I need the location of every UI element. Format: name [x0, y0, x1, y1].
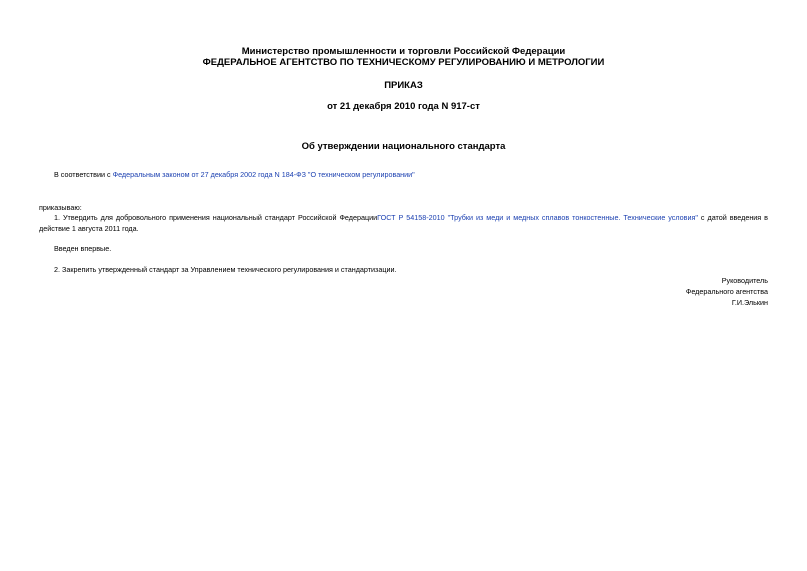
basis-paragraph [54, 169, 415, 180]
document-subject: Об утверждении национального стандарта [301, 141, 506, 152]
item-1-prefix: 1. Утвердить для добровольного применения национальный стандарт Российской Федерации [54, 213, 378, 222]
item-1-suffix: с датой введения в действие 1 августа 2011 года. [39, 213, 768, 233]
signature-block [686, 275, 768, 308]
document-date-number: от 21 декабря 2010 года N 917-ст [327, 101, 480, 112]
document-header [0, 46, 807, 68]
basis-prefix: В соответствии с [54, 170, 113, 179]
agency-name: ФЕДЕРАЛЬНОЕ АГЕНТСТВО ПО ТЕХНИЧЕСКОМУ РЕГУЛИРОВАНИЮ И МЕТРОЛОГИИ [202, 57, 605, 68]
item-1-paragraph [39, 212, 768, 234]
signatory-name: Г.И.Элькин [731, 298, 768, 307]
federal-law-link[interactable]: Федеральным законом от 27 декабря 2002 года N 184-ФЗ "О техническом регулировании" [112, 170, 415, 179]
signatory-position: Руководитель [721, 276, 768, 285]
order-word: приказываю: [39, 203, 82, 212]
gost-standard-link[interactable]: ГОСТ Р 54158-2010 "Трубки из меди и медных сплавов тонкостенные. Технические условия" [377, 213, 698, 222]
introduced-note: Введен впервые. [54, 244, 112, 253]
document-type: ПРИКАЗ [384, 80, 423, 91]
ministry-name: Министерство промышленности и торговли Российской Федерации [241, 46, 566, 57]
signatory-organization: Федерального агентства [685, 287, 768, 296]
item-2-paragraph: 2. Закрепить утвержденный стандарт за Управлением технического регулирования и стандартизации. [54, 265, 397, 274]
